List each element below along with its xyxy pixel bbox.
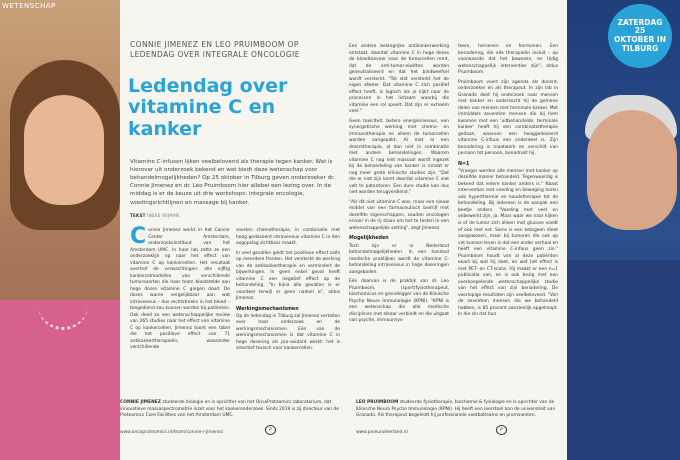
byline-name: INEKE WIJMAN <box>147 213 180 218</box>
bio-text: studeerde biologie en is oprichter van het OncoProteomics laboratorium, dat innovatieve massaspectrometrie inzet voor het kankeronderzoek. Sinds 2019 is zij directeur van de Proteomics Core Facilities van het Amsterdam UMC. <box>120 400 339 419</box>
bio-text: studeerde fysiotherapie, biochemie & fysiologie en is oprichter van de Klinische Neuro Psycho Immunologie (KPNI). Hij heeft een leerstoel aan de universiteit van Granada. Als therapeut begeleidt hij professionele voetbalteams en prominenten. <box>356 400 556 419</box>
speech-bubble-icon: P <box>496 425 507 435</box>
column-2 <box>236 228 340 356</box>
bio-link[interactable]: www.oncoproteomics.nl/team/connie-r-jimenez <box>120 430 224 435</box>
subheading: N=1 <box>458 161 470 167</box>
bio-connie <box>120 400 345 435</box>
article-title: Ledendag over vitamine C en kanker <box>128 75 288 140</box>
photo-leo-pruimboom <box>567 0 680 460</box>
article-kicker: CONNIE JIMENEZ EN LEO PRUIMBOOM OP LEDENDAG OVER INTEGRALE ONCOLOGIE <box>130 40 300 60</box>
byline <box>130 213 179 218</box>
bio-name: CONNIE JIMENEZ <box>120 400 161 405</box>
face-shape <box>24 95 104 205</box>
bio-name: LEO PRUIMBOOM <box>356 400 399 405</box>
paragraph: Pruimboom voert zijn agenda als docent, onderzoeker en als therapeut. In zijn lab in Granada doet hij onderzoek naar mensen met kanker en onderzocht hij de gemene delen van mensen met terminale kanker. Met immiddels zeventien mensen die bij hem kwamen met een 'uitbehandelde, terminale kanker' heeft hij een combinatietherapie gedaan, waarvan een hooggedoseerd vitamine C-infuus een onderdeel is. Zijn benadering is maatwerk en verschilt van persoon tot persoon, benadrukt hij. <box>458 79 558 157</box>
paragraph: Eén daarvan is de praktijk van dr. Leo Pruimboom, (sport)fysiotherapeut, biochemicus en grondlegger van de Klinische Psycho Neuro Immunologie (KPNI). "KPNI is een wetenschap die alle medische disciplines met elkaar verbindt en die uitgaat van psyche, immuunsys- <box>349 279 449 324</box>
paragraph: In veel gevallen geldt het positieve effect zelfs op meerdere fronten. Het versterkt de werking van de antikankertherapie en vermindert de bijwerkingen. In geen enkel geval heeft vitamine C een negatief effect op de behandeling. "In bijna alle gevallen is er voordeel terwijl er geen nadeel is", aldus Jimenez. <box>236 250 340 302</box>
face-shape <box>587 110 677 230</box>
column-1 <box>130 224 230 355</box>
paragraph: Een andere belangrijke antikankerwerking ontstaat, doordat vitamine C in hoge doses de bloedtoevoer naar de tumorcellen remt, dat de anti-tumor-eiwitten worden geneutraliseerd en dat het bindweefsel wordt versterkt. "Tot slot versterkt het de eigen afweer. Dat vitamine C zich positief effect heeft, is logisch als je kijkt naar de processen in het lichaam waarbij die vitamine een rol speelt. Dat zijn er extreem veel." <box>349 44 449 115</box>
article <box>120 0 567 460</box>
paragraph: Toch zijn er in Nederland behandelmogelijkheden. In een handvol medische praktijken wordt de vitamine C-behandeling intraveneus in hoge doseringen aangeboden. <box>349 243 449 275</box>
subheading: Mogelijkheden <box>349 236 389 242</box>
photo-connie-jimenez <box>0 0 120 460</box>
event-date-badge: ZATERDAG 25 OKTOBER IN TILBURG <box>608 4 672 68</box>
bio-leo <box>356 400 558 435</box>
column-3 <box>349 44 449 328</box>
paragraph: "Als dit niet vitamine C was, maar een nieuw middel van een farmaceutisch bedrijf met dezelfde eigenschappen, zouden oncologen ervoor in de rij staan om het te testen in een wetenschappelijke setting", zegt Jimenez. <box>349 199 449 231</box>
paragraph: soorten chemotherapie, in combinatie met hoog gedoseerd intraveneus vitamine C in één oogopslag zichtbaar maakt. <box>236 228 340 247</box>
byline-label: TEKST <box>130 213 146 218</box>
bio-link[interactable]: www.pnieuroleerland.nl <box>356 430 408 435</box>
column-4 <box>458 44 558 322</box>
paragraph: "Vroeger werden alle mensen met kanker op dezelfde manier behandeld. Tegenwoordig is bekend dat iedere kanker anders is." Naast interventies met voeding en beweging horen ook hyperthermie en koudetherapie tot de behandeling. Bij iedereen is de aanpak een beetje anders. "Voeding met veel en onbewerkt zijn, ja. Maar waar we naar kijken is of de tumor zich alleen met glucose voedt of ook met vet. Soms is een ketogeen dieet aangewezen, maar bij tumoren die ook op vet kunnen leven is dat een ander verhaal en heeft een vitamine C-infuus geen zin." Pruimboom houdt van al deze patiënten exact bij wat hij doet, en wat het effect is met PET- en CT-scans. Hij maakt er een n=1 publicatie van, en is ook bezig met een overkoepelende wetenschappelijke studie van het effect van zijn benadering. De voorlopige resultaten zijn veelbelovend. "Van de zeventien mensen die we behandeld hebben, is 85 procent aanzienlijk opgeknapt. In die zin dat hun <box>458 168 558 318</box>
speech-bubble-icon: P <box>265 425 276 435</box>
article-intro: Vitamine C-infusen lijken veelbelovend als therapie tegen kanker. Wat is hierover uit onderzoek bekend en wat biedt deze wetenschap voor behandelmogelijkheden? Op 25 oktober in Tilburg geven onderzoeker dr. Connie Jimenez en dr. Leo Pruimboom hier allebei een lezing over. In de middag is er de keuze uit drie workshops: integrale oncologie, voedingsrichtlijnen en massage bij kanker. <box>130 159 335 206</box>
paragraph: teem, hersenen en hormonen. Een benadering, die alle therapieën insluit – op voorwaarde dat het bewezen, en tijdig wetenschappelijk interventies zijn", aldus Pruimboom. <box>458 44 558 76</box>
paragraph: Op de ledendag in Tilburg zal Jimenez vertellen over haar onderzoek en de werkingsmechanismen. Eén van de werkingsmechanismen is dat vitamine C in hoge dosering als pro-oxidant werkt: het is selectief toxisch voor kankercellen. <box>236 313 340 352</box>
jacket-shape <box>567 260 680 460</box>
dropcap: C <box>130 224 147 249</box>
paragraph: Geen toxiciteit, betere energieniveaus, een synergetische werking met chemo- en immunotherapie en alleen de tumorcellen worden aangepakt. Al met al een droomtherapie, al dan niet in combinatie met andere behandelingen. Waarom vitamine C nog niet massaal wordt ingezet bij de behandeling van kanker is omdat er nog meer grote klinische studies zijn. "Dat die er niet zijn komt doordat vitamine C niet valt te patenteren. Een dure studie kan dus niet worden terugverdiend." <box>349 118 449 196</box>
section-label: WETENSCHAP <box>2 2 56 10</box>
subheading: Werkingsmechanismen <box>236 306 299 312</box>
paragraph: onnie Jimenez werkt in het Cancer Center Amsterdam, onderzoeksinstituut van het Amsterdam UMC. In haar lab zette ze een onderzoeklijn op naar het effect van vitamine C op kankercellen. Het resultaat overtrof de verwachtingen: alle vijftig kankercelmodellen van verschillende tumorsoorten die haar team blootstelde aan hoge doses vitamine C gingen dood. De doses waren vergelijkbaar aan wat intraveneus – dus rechtstreeks in het bloed – toegediend zou kunnen worden bij patiënten. Ook deed ze een wetenschappelijke review van 265 studies naar het effect van vitamine C op kankercellen. Jimenez toont een tabel die het positieve effect van 71 antikankertherapieën, waaronder verschillende <box>130 228 230 351</box>
